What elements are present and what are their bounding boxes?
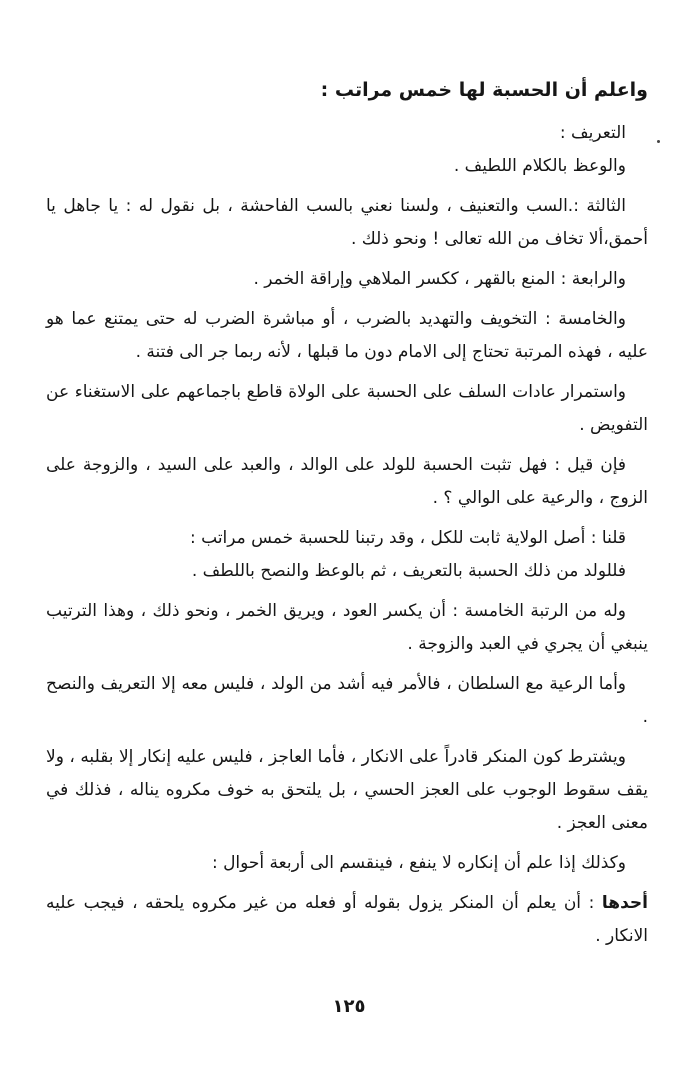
paragraph: وأما الرعية مع السلطان ، فالأمر فيه أشد من الولد ، فليس معه إلا التعريف والنصح .	[46, 674, 648, 727]
paragraph: الثالثة :.السب والتعنيف ، ولسنا نعني بالسب الفاحشة ، بل نقول له : يا جاهل يا أحمق،ألا تخاف من الله تعالى ! ونحو ذلك .	[46, 196, 648, 249]
paragraph: وكذلك إذا علم أن إنكاره لا ينفع ، فينقسم الى أربعة أحوال :	[211, 853, 626, 873]
page-number: ١٢٥	[332, 996, 366, 1017]
paragraph: قلنا : أصل الولاية ثابت للكل ، وقد رتبنا للحسبة خمس مراتب :	[190, 528, 626, 548]
paragraph: والخامسة : التخويف والتهديد بالضرب ، أو مباشرة الضرب له حتى يمتنع عما هو عليه ، فهذه المرتبة تحتاج إلى الامام دون ما قبلها ، لأنه ربما جر الى فتنة .	[46, 309, 648, 362]
paragraph: والرابعة : المنع بالقهر ، ككسر الملاهي وإراقة الخمر .	[253, 269, 626, 289]
paragraph-last	[46, 887, 648, 953]
paragraph: واستمرار عادات السلف على الحسبة على الولاة قاطع باجماعهم على الاستغناء عن التفويض .	[46, 382, 648, 435]
paragraph-last-text: : أن يعلم أن المنكر يزول بقوله أو فعله من غير مكروه يلحقه ، فيجب عليه الانكار .	[46, 893, 648, 946]
paragraph: التعريف :	[559, 123, 626, 143]
paragraph-lead-word: أحدها	[601, 893, 648, 913]
paragraph: فإن قيل : فهل تثبت الحسبة للولد على الوالد ، والعبد على السيد ، والزوجة على الزوج ، والرعية على الوالي ؟ .	[46, 455, 648, 508]
paragraph: وله من الرتبة الخامسة : أن يكسر العود ، ويريق الخمر ، ونحو ذلك ، وهذا الترتيب ينبغي أن يجري في العبد والزوجة .	[46, 601, 648, 654]
paragraph: فللولد من ذلك الحسبة بالتعريف ، ثم بالوعظ والنصح باللطف .	[191, 561, 626, 581]
section-heading: واعلم أن الحسبة لها خمس مراتب :	[320, 79, 648, 101]
margin-dot	[657, 140, 660, 143]
paragraph: ويشترط كون المنكر قادراً على الانكار ، فأما العاجز ، فليس عليه إنكار إلا بقلبه ، ولا يقف سقوط الوجوب على العجز الحسي ، بل يلتحق به خوف مكروه يناله ، فذلك في معنى العجز .	[46, 747, 648, 833]
text-body	[46, 74, 648, 960]
paragraph: والوعظ بالكلام اللطيف .	[453, 156, 626, 176]
